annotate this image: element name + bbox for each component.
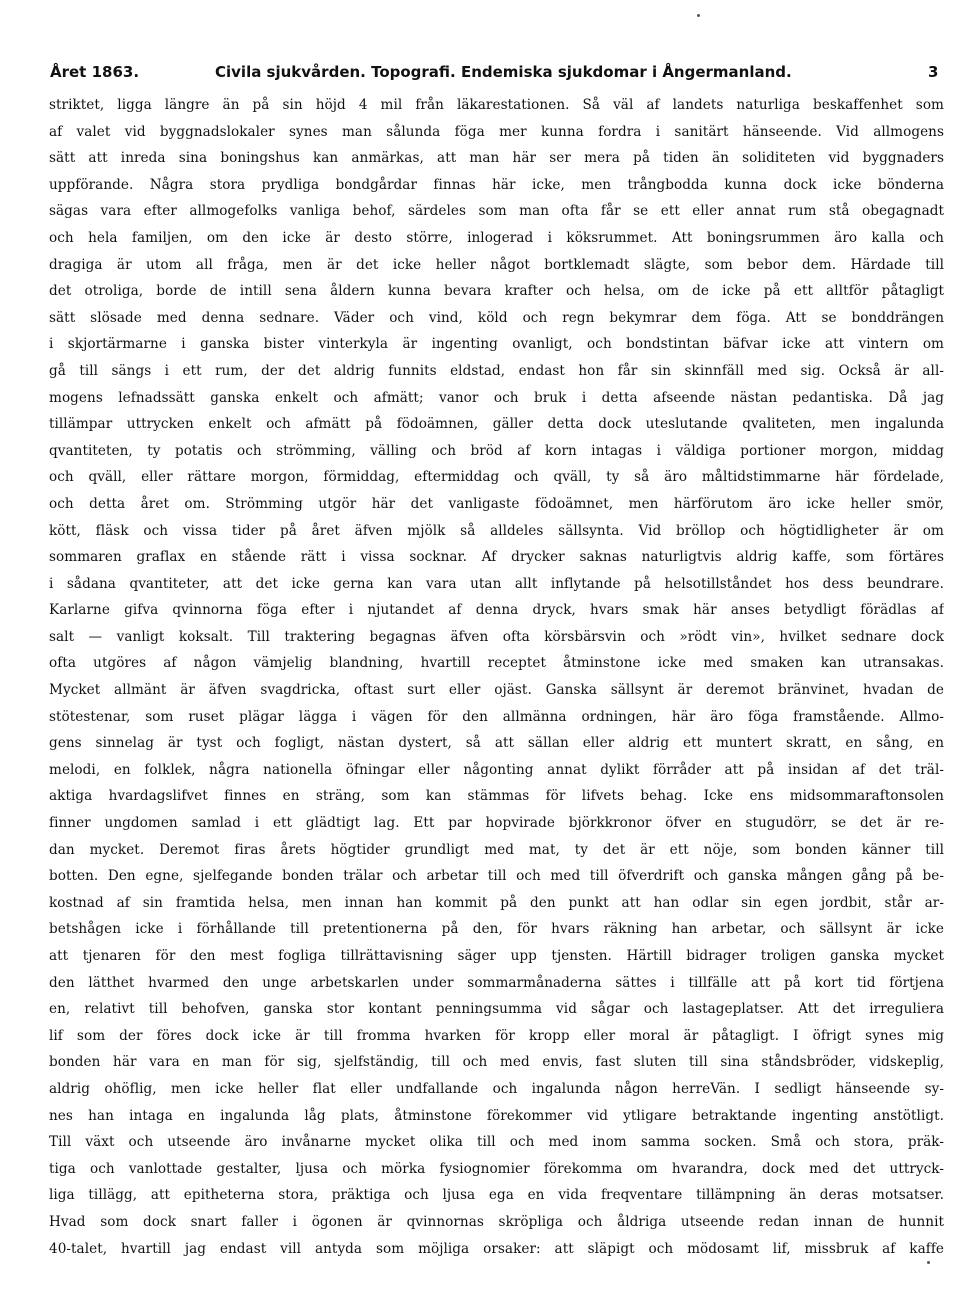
text-line: i sådana qvantiteter, att det icke gerna kan vara utan allt inflytande på helsotillståndet hos dess beundrare. (49, 575, 944, 592)
text-line: en, relativt till behofven, ganska stor kontant penningsumma vid sågar och lastageplatser. Att det irreguliera (49, 1001, 944, 1018)
header-section-title: Civila sjukvården. Topografi. Endemiska sjukdomar i Ångermanland. (215, 63, 792, 81)
text-line: sätt att inreda sina boningshus kan anmärkas, att man här ser mera på tiden än soliditeten vid byggnaders (49, 150, 944, 167)
text-line: sätt slösade med denna sednare. Väder och vind, köld och regn bekymrar dem föga. Att se bonddrängen (49, 309, 944, 326)
text-line: af valet vid byggnadslokaler synes man sålunda föga mer kunna fordra i sanitärt hänseende. Vid allmogens (49, 123, 944, 140)
text-line: bonden här vara en man för sig, sjelfständig, till och med envis, fast sluten till sina ståndsbröder, vidskeplig, (49, 1054, 944, 1071)
text-line: mogens lefnadssätt ganska enkelt och afmätt; vanor och bruk i detta afseende nästan pedantiska. Då jag (49, 389, 944, 406)
text-line: dragiga är utom all fråga, men är det icke heller något bortklemadt slägte, som bebor dem. Härdade till (49, 256, 944, 273)
text-line: lif som der föres dock icke är till fromma hvarken för kropp eller moral är påtagligt. I öfrigt synes mig (49, 1027, 944, 1044)
text-line: aktiga hvardagslifvet finnes en sträng, som kan stämmas för lifvets behag. Icke ens midsommaraftonsolen (49, 788, 944, 805)
text-line: qvantiteten, ty potatis och strömming, välling och bröd af korn intagas i väldiga portioner morgon, middag (49, 442, 944, 459)
text-line: den lätthet hvarmed den unge arbetskarlen under sommarmånaderna sättes i tillfälle att på kort tid förtjena (49, 974, 944, 991)
text-line: striktet, ligga längre än på sin höjd 4 mil från läkarestationen. Så väl af landets naturliga beskaffenhet som (49, 97, 944, 113)
text-line: tiga och vanlottade gestalter, ljusa och mörka fysiognomier förekomma om hvarandra, dock med det uttryck- (49, 1160, 944, 1177)
text-line: sommaren graflax en stående rätt i vissa socknar. Af drycker saknas naturligtvis aldrig kaffe, som förtäres (49, 549, 944, 566)
text-line: Mycket allmänt är äfven svagdricka, oftast surt eller ojäst. Ganska sällsynt är deremot bränvinet, hvadan de (49, 682, 944, 699)
text-line: liga tillägg, att epitheterna stora, präktiga och ljusa ega en vida freqventare tillämpning än deras motsatser. (49, 1187, 944, 1204)
text-line: botten. Den egne, sjelfegande bonden trälar och arbetar till och med till öfverdrift och ganska mången gång på be- (49, 868, 944, 885)
text-line: och detta året om. Strömming utgör här det vanligaste födoämnet, men härförutom äro icke heller smör, (49, 495, 944, 512)
text-line: sägas vara efter allmogefolks vanliga behof, särdeles som man ofta får se ett eller annat rum stå obegagnadt (49, 203, 944, 220)
text-line: gå till sängs i ett rum, der det aldrig funnits eldstad, endast hon får sin skinnfäll med sig. Också är all- (49, 362, 944, 379)
text-line: och qväll, eller rättare morgon, förmiddag, eftermiddag och qväll, ty så äro måltidstimmarne här fördelade, (49, 469, 944, 486)
text-line: stötestenar, som ruset plägar lägga i vägen för den allmänna ordningen, här äro föga framstående. Allmo- (49, 708, 944, 725)
text-line: i skjortärmarne i ganska bister vinterkyla är ingenting ovanligt, och bondstintan bäfvar icke att vintern om (49, 336, 944, 353)
text-line: dan mycket. Deremot firas årets högtider grundligt med mat, ty det är ett nöje, som bonden känner till (49, 841, 944, 858)
running-header (50, 63, 940, 89)
text-line: betshågen icke i förhållande till pretentionerna på den, för hvars räkning han arbetar, och sällsynt är icke (49, 921, 944, 938)
text-line: gens sinnelag är tyst och fogligt, nästan dystert, så att sällan eller aldrig ett muntert skratt, en sång, en (49, 735, 944, 752)
text-line: finner ungdomen samlad i ett glädtigt lag. Ett par hopvirade björkkronor öfver en stugudörr, se det är re- (49, 815, 944, 832)
text-line: och hela familjen, om den icke är desto större, inlogerad i köksrummet. Att boningsrummen äro kalla och (49, 229, 944, 246)
text-line: tillämpar uttrycken enkelt och afmätt på födoämnen, gäller detta dock uteslutande qvaliteten, men ingalunda (49, 416, 944, 433)
text-line: kostnad af sin framtida helsa, men innan han kommit på den punkt att han odlar sin egen jordbit, står ar- (49, 894, 944, 911)
scan-speck (927, 1261, 930, 1264)
text-line: det otroliga, borde de intill sena åldern kunna bevara krafter och helsa, om de icke på ett alltför påtagligt (49, 283, 944, 300)
text-line: Hvad som dock snart faller i ögonen är qvinnornas skröpliga och åldriga utseende redan innan de hunnit (49, 1213, 944, 1230)
text-line: 40-talet, hvartill jag endast vill antyda som möjliga orsaker: att släpigt och mödosamt lif, missbruk af kaffe (49, 1240, 944, 1257)
text-line: melodi, en folklek, några nationella öfningar eller någonting annat dylikt förråder att på insidan af det träl- (49, 761, 944, 778)
text-line: Till växt och utseende äro invånarne mycket olika till och med inom samma socken. Små och stora, präk- (49, 1134, 944, 1151)
text-line: uppförande. Några stora prydliga bondgårdar finnas här icke, men trångbodda kunna dock icke bönderna (49, 176, 944, 193)
text-line: nes han intaga en ingalunda låg plats, åtminstone förekommer vid ytligare betraktande ingenting anstötligt. (49, 1107, 944, 1124)
text-line: aldrig ohöflig, men icke heller flat eller undfallande och ingalunda någon herreVän. I sedligt hänseende sy- (49, 1080, 944, 1097)
header-year: Året 1863. (50, 63, 140, 81)
text-line: att tjenaren för den mest fogliga tillrättavisning säger upp tjensten. Härtill bidrager troligen ganska mycket (49, 948, 944, 964)
body-text (49, 92, 944, 1262)
scan-speck (697, 14, 700, 17)
text-line: salt — vanligt koksalt. Till traktering begagnas äfven ofta körsbärsvin och »rödt vin», hvilket sednare dock (49, 628, 944, 645)
text-line: Karlarne gifva qvinnorna föga efter i njutandet af denna dryck, hvars smak här anses betydligt förädlas af (49, 602, 944, 619)
text-line: kött, fläsk och vissa tider på året äfven mjölk så alldeles sällsynta. Vid bröllop och högtidligheter är om (49, 522, 944, 539)
page-number: 3 (928, 63, 939, 81)
text-line: ofta utgöres af någon vämjelig blandning, hvartill receptet åtminstone icke med smaken kan utransakas. (49, 655, 944, 672)
